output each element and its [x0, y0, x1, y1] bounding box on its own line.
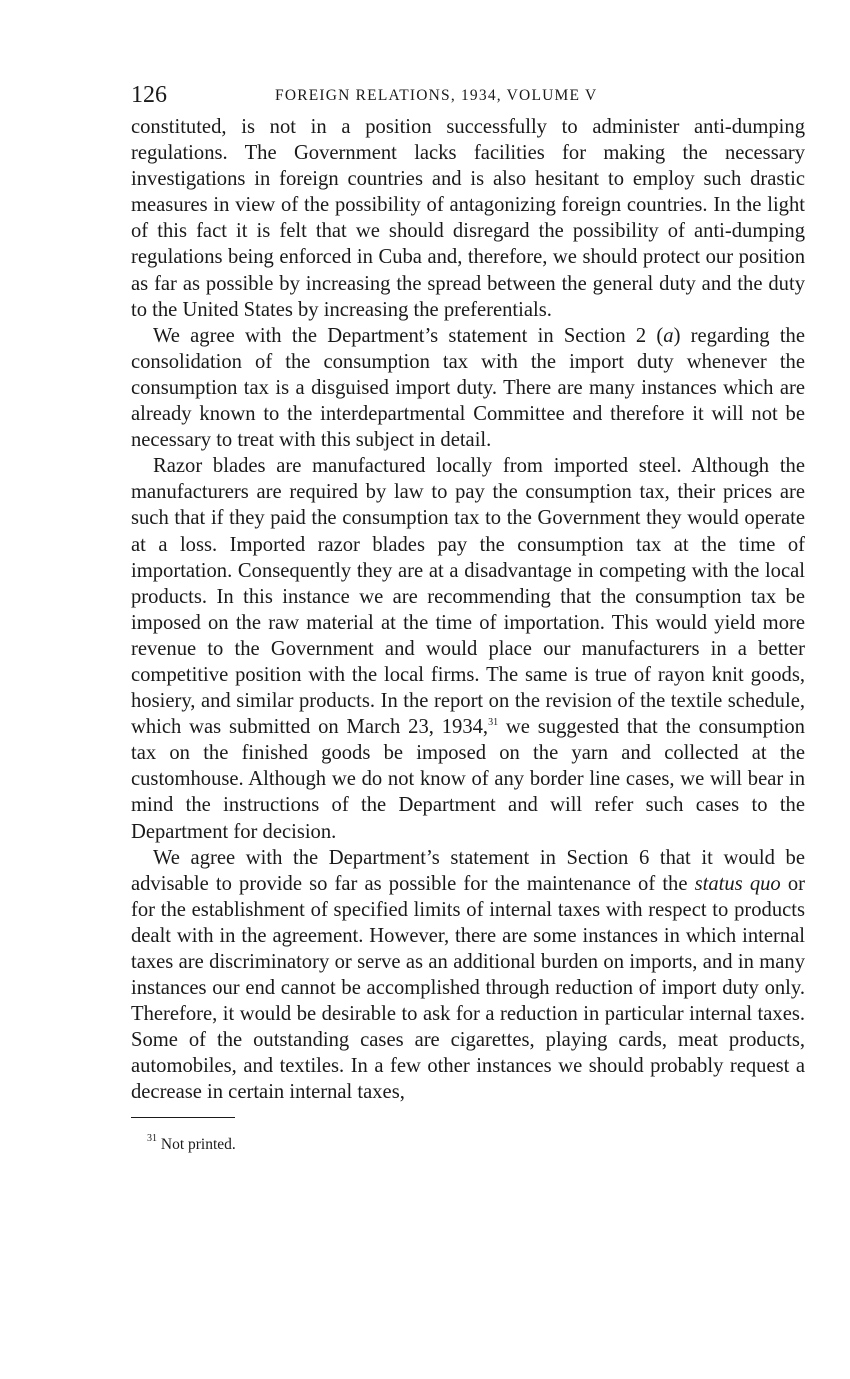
paragraph-4-text-b: or for the establishment of specified limits of internal taxes with respect to products dealt with in the agreement. However, there are some instances in which internal taxes are discriminatory or serve as an additional burden on imports, and in many instances our end cannot be accomplished through reduction of import duty only. Therefore, it would be desirable to ask for a reduction in particular internal taxes. Some of the outstanding cases are cigarettes, playing cards, meat products, automobiles, and textiles. In a few other instances we should probably request a decrease in certain internal taxes,: [131, 872, 806, 1104]
paragraph-2-text-b: ) regarding the consolidation of the consumption tax with the import duty whenever the consumption tax is a disguised import duty. There are many instances which are already known to the interdepartmental Committee and therefore it will not be necessary to treat with this subject in detail.: [131, 324, 805, 452]
paragraph-3-text-a: Razor blades are manufactured locally from imported steel. Although the manufacturers are required by law to pay the consumption tax, their prices are such that if they paid the consumption tax to the Government they would operate at a loss. Imported razor blades pay the consumption tax at the time of importation. Consequently they are at a disadvantage in competing with the local products. In this instance we are recommending that the consumption tax be imposed on the raw material at the time of importation. This would yield more revenue to the Government and would place our manufacturers in a better competitive position with the local firms. The same is true of rayon knit goods, hosiery, and similar products. In the report on the revision of the textile schedule, which was submitted on March 23, 1934,: [131, 455, 805, 739]
paragraph-3-text-b: we suggested that the consumption tax on the finished goods be imposed on the yarn and collected at the customhouse. Although we do not know of any border line cases, we will bear in mind the instructions of the Department and will refer such cases to the Department for decision.: [131, 716, 805, 843]
paragraph-2-italic: a: [663, 324, 674, 347]
running-header: [131, 80, 805, 114]
footnote-divider: [131, 1117, 235, 1118]
paragraph-4-text-a: We agree with the Department’s statement in Section 6 that it would be advisable to provide so far as possible for the maintenance of the: [131, 846, 805, 895]
paragraph-1: constituted, is not in a position successfully to administer anti-dumping regulations. The Government lacks facilities for making the necessary investigations in foreign countries and is also hesitant to employ such drastic measures in view of the possibility of antagonizing foreign countries. In the light of this fact it is felt that we should disregard the possibility of anti-dumping regulations being enforced in Cuba and, therefore, we should protect our position as far as possible by increasing the spread between the general duty and the duty to the United States by increasing the preferentials.: [131, 116, 805, 321]
paragraph-2: [131, 323, 805, 453]
paragraph-2-text-a: We agree with the Department’s statement in Section 2 (: [153, 324, 664, 347]
paragraph-4-italic: status quo: [694, 872, 781, 895]
footnote-text: Not printed.: [157, 1135, 236, 1153]
footnote-marker: 31: [147, 1132, 157, 1144]
page-number: 126: [131, 82, 167, 108]
footnote: [147, 1132, 805, 1155]
paragraph-3: [131, 453, 805, 844]
running-title: FOREIGN RELATIONS, 1934, VOLUME V: [275, 87, 598, 104]
body-text: [131, 114, 805, 1106]
document-page: [131, 80, 805, 1155]
footnote-reference: 31: [488, 717, 499, 729]
paragraph-4: [131, 845, 805, 1106]
